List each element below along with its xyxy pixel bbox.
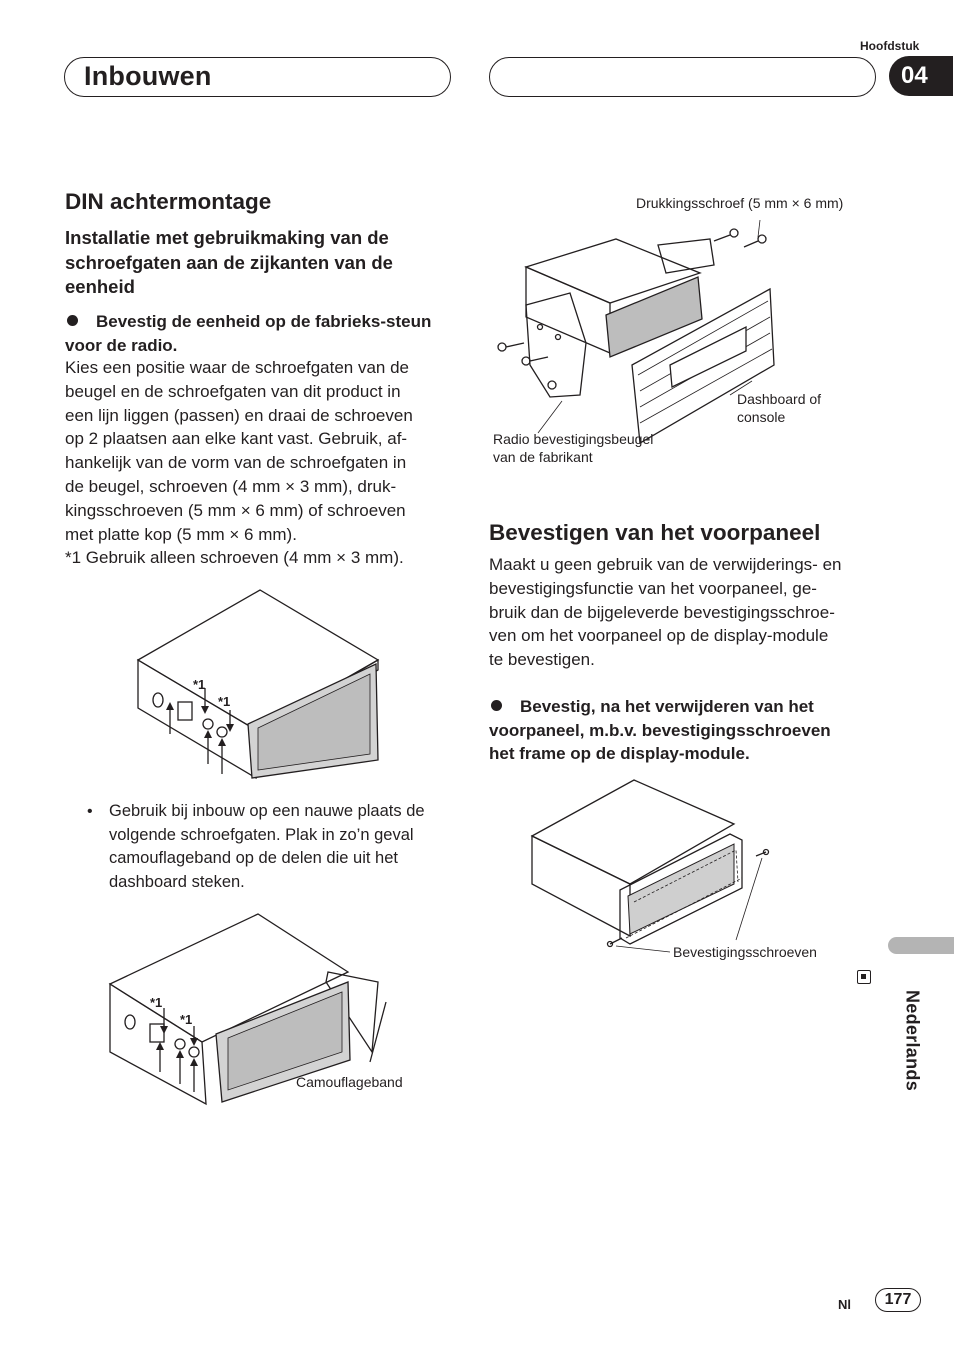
arrow-up-icon [166,702,174,710]
body-line: op 2 plaatsen aan elke kant vast. Gebruik, af- [65,429,408,449]
screw-hole-icon [175,1039,185,1049]
body-line: beugel en de schroefgaten van dit product in [65,381,401,401]
body-line: een lijn liggen (passen) en draai de schroeven [65,405,413,425]
screw-hole-icon [125,1015,135,1029]
stop-icon [857,970,871,984]
note-line: dashboard steken. [109,872,245,891]
body-line: Kies een positie waar de schroefgaten van de [65,358,410,377]
caption-camouflageband: Camouflageband [296,1074,403,1090]
body-line: hankelijk van de vorm van de schroefgaten in [65,453,407,473]
note-line: camouflageband op de delen die uit het [109,849,398,867]
caption-bevestigingsschroeven: Bevestigingsschroeven [673,944,817,960]
screw-hole-icon [203,719,213,729]
leader-line [370,1002,386,1062]
screw-icon [498,343,524,351]
body-line: de beugel, schroeven (4 mm × 3 mm), druk- [65,476,397,496]
screw-icon [756,850,769,857]
leader-line [616,946,670,952]
screw-hole-icon [189,1047,199,1057]
dashboard-opening [670,327,746,387]
bullet-text: Bevestig, na het verwijderen van het [520,697,814,716]
caption-line: console [737,409,786,425]
mark-star1: *1 [150,995,163,1010]
screw-hole-icon [153,693,163,707]
note-line: Gebruik bij inbouw op een nauwe plaats de [109,802,425,820]
frame-inner [628,844,734,934]
screw-hole-icon [538,325,543,330]
footer-lang-code: Nl [838,1297,851,1312]
body-line: Maakt u geen gebruik van de verwijderings- en [489,555,842,574]
caption-line: Dashboard of [737,391,822,407]
mark-star1: *1 [218,694,231,709]
caption-dashboard [737,390,821,426]
figure-unit-screwholes [130,588,390,778]
leader-line [736,858,762,940]
screw-hole-icon [178,702,192,720]
arrow-down-icon [190,1038,198,1046]
body-line: te bevestigen. [489,650,595,670]
section-title-voorpaneel: Bevestigen van het voorpaneel [489,520,821,545]
language-label: Nederlands [902,989,923,1092]
bracket-side [526,293,586,397]
chapter-blank-frame [489,57,876,97]
body-line: met platte kop (5 mm × 6 mm). [65,524,297,544]
screw-hole-icon [217,727,227,737]
bullet-bevestig-eenheid [65,310,445,357]
arrow-up-icon [156,1042,164,1050]
bullet-text: voorpaneel, m.b.v. bevestigingsschroeven [489,720,831,740]
small-bullet-dot: • [87,803,93,820]
body-line: bevestigingsfunctie van het voorpaneel, ge- [489,578,817,598]
screw-hole-icon [556,335,561,340]
chapter-label: Hoofdstuk [860,39,920,53]
screw-icon [744,235,766,247]
bullet-text: Bevestig de eenheid op de fabrieks-steun voor de radio. [65,312,432,355]
body-line: kingsschroeven (5 mm × 6 mm) of schroeven [65,500,406,520]
bullet-dot [67,315,78,326]
bullet-dot [491,700,502,711]
screw-hole-icon [548,381,556,389]
arrow-up-icon [218,738,226,746]
chapter-number-badge: 04 [889,56,953,96]
page-number: 177 [875,1288,921,1312]
body-line: ven om het voorpaneel op de display-module [489,626,829,646]
mark-star1: *1 [180,1012,193,1027]
unit-side [532,836,630,936]
section-title-din: DIN achtermontage [65,189,272,214]
arrow-up-icon [190,1058,198,1066]
caption-line: van de fabrikant [493,449,593,465]
leader-line [538,401,562,433]
bullet-bevestig-frame [489,695,889,766]
chapter-title: Inbouwen [84,61,212,91]
language-tab [888,937,954,954]
caption-radio-beugel [493,430,653,466]
screw-icon [714,229,738,241]
arrow-down-icon [201,706,209,714]
screw-icon [522,357,548,365]
note-nauwe-plaats [87,800,459,894]
arrow-down-icon [160,1026,168,1034]
caption-drukkingsschroef: Drukkingsschroef (5 mm × 6 mm) [636,195,844,211]
body-din [65,356,455,570]
arrow-up-icon [176,1050,184,1058]
unit-side [526,267,610,353]
figure-frame-screws [530,778,770,950]
note-line: volgende schroefgaten. Plak in zo’n geval [109,825,414,844]
subheading-installatie: Installatie met gebruikmaking van de schroefgaten aan de zijkanten van de eenheid [65,227,393,297]
arrow-up-icon [204,730,212,738]
front-panel-inner [258,674,370,770]
leader-line [758,220,760,237]
body-line: bruik dan de bijgeleverde bevestigingsschroe- [489,602,835,622]
screw-icon [608,938,623,947]
body-voorpaneel [489,553,889,672]
body-line: *1 Gebruik alleen schroeven (4 mm × 3 mm). [65,548,404,568]
bullet-text: het frame op de display-module. [489,744,750,763]
caption-line: Radio bevestigingsbeugel [493,431,654,447]
mark-star1: *1 [193,677,206,692]
